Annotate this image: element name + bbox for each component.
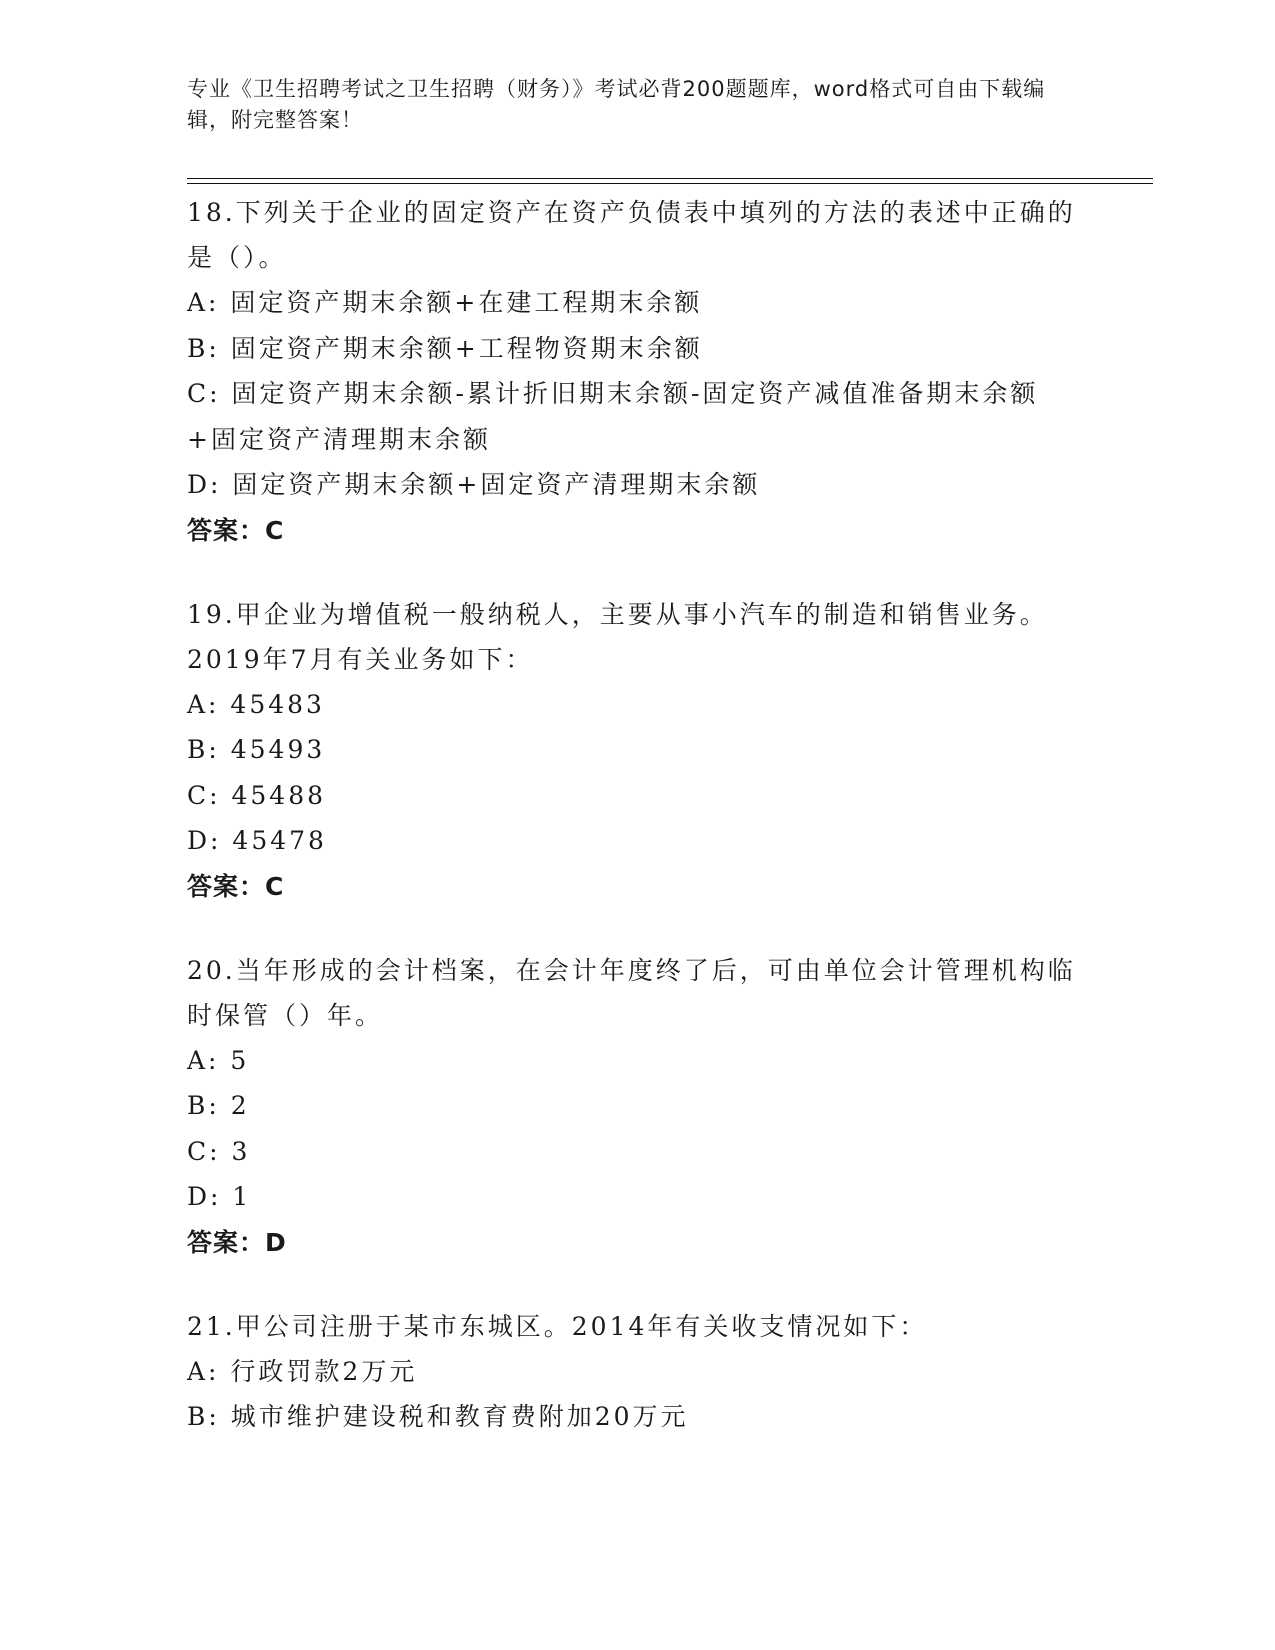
question-stem: 19.甲企业为增值税一般纳税人，主要从事小汽车的制造和销售业务。2019年7月有关业务如下： [187, 599, 1048, 674]
question-list [187, 190, 1087, 1478]
option-b: B: 城市维护建设税和教育费附加20万元 [187, 1402, 689, 1431]
option-c: C: 3 [187, 1136, 251, 1166]
question-19 [187, 592, 1087, 910]
question-stem: 21.甲公司注册于某市东城区。2014年有关收支情况如下： [187, 1311, 928, 1341]
answer: 答案：D [187, 1227, 287, 1257]
option-a: A: 45483 [187, 689, 325, 719]
header-divider-top [187, 178, 1153, 179]
question-18 [187, 190, 1087, 554]
option-a: A: 行政罚款2万元 [187, 1356, 418, 1386]
option-a: A: 5 [187, 1045, 250, 1075]
answer: 答案：C [187, 871, 285, 901]
option-b: B: 固定资产期末余额+工程物资期末余额 [187, 333, 703, 363]
question-21 [187, 1304, 1087, 1440]
option-d: D: 45478 [187, 826, 327, 855]
question-stem: 18.下列关于企业的固定资产在资产负债表中填列的方法的表述中正确的是（）。 [187, 198, 1076, 272]
option-a: A: 固定资产期末余额+在建工程期末余额 [187, 288, 703, 317]
option-d: D: 固定资产期末余额+固定资产清理期末余额 [187, 470, 761, 499]
document-header: 专业《卫生招聘考试之卫生招聘（财务）》考试必背200题题库，word格式可自由下载编辑，附完整答案！ [187, 77, 1046, 132]
option-c: C: 45488 [187, 780, 327, 810]
option-c: C: 固定资产期末余额-累计折旧期末余额-固定资产减值准备期末余额+固定资产清理期末余额 [187, 379, 1039, 454]
answer: 答案：C [187, 515, 285, 545]
option-d: D: 1 [187, 1182, 252, 1211]
question-stem: 20.当年形成的会计档案，在会计年度终了后，可由单位会计管理机构临时保管（）年。 [187, 955, 1076, 1030]
option-b: B: 2 [187, 1091, 250, 1120]
option-b: B: 45493 [187, 735, 326, 764]
question-20 [187, 948, 1087, 1266]
header-divider-bottom [187, 183, 1153, 184]
